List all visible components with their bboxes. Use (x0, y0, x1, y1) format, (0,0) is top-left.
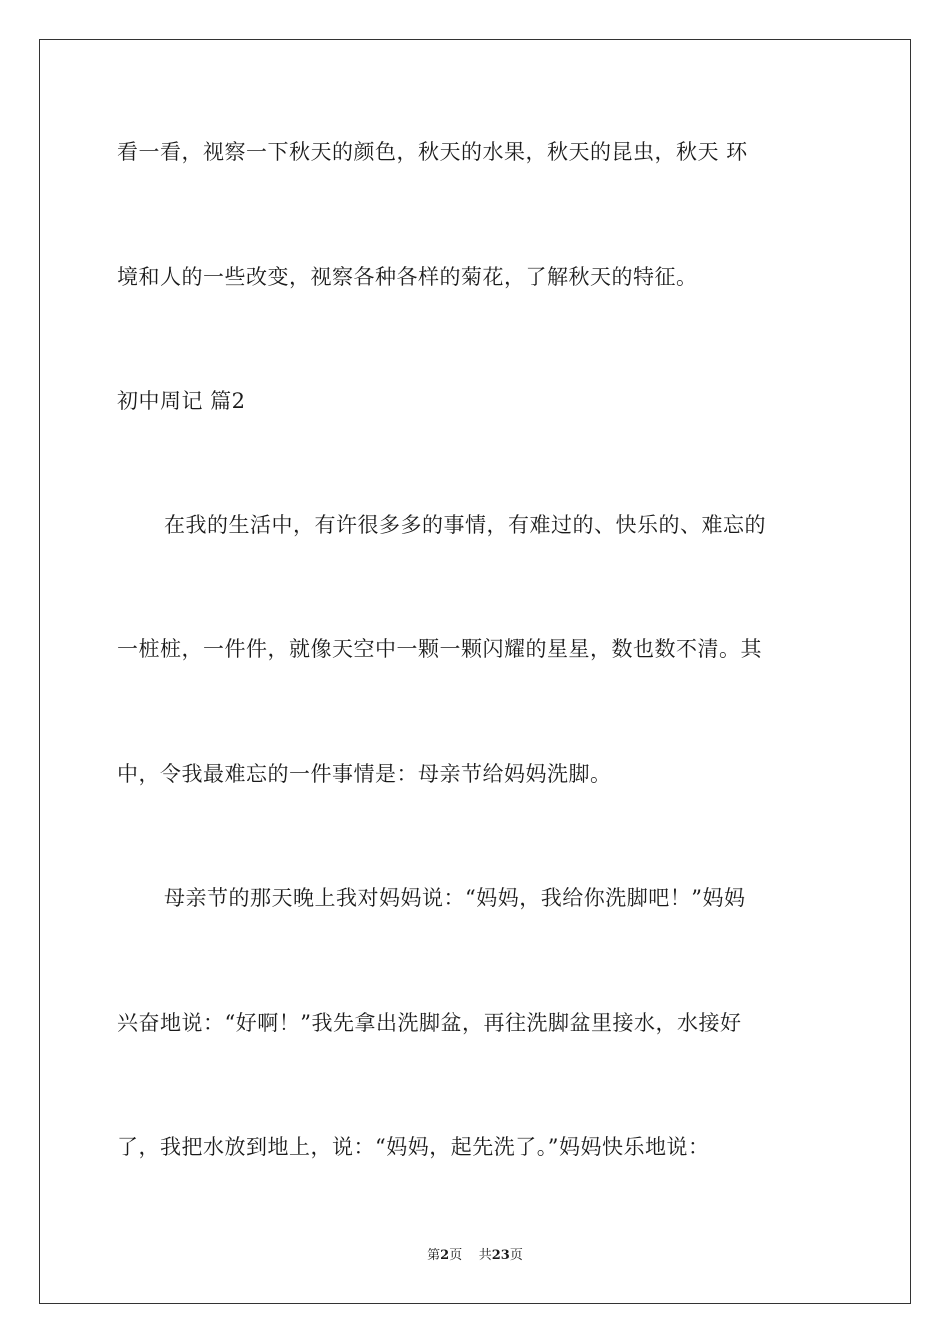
text-line: 一桩桩，一件件，就像天空中一颗一颗闪耀的星星，数也数不清。其 (117, 637, 762, 661)
page-prefix: 第 (427, 1248, 441, 1263)
page-number: 2 (440, 1248, 450, 1263)
text-line: 母亲节的那天晚上我对妈妈说：“妈妈，我给你洗脚吧！”妈妈 (164, 886, 746, 910)
section-heading: 初中周记 篇2 (117, 389, 246, 413)
text-line: 兴奋地说：“好啊！”我先拿出洗脚盆，再往洗脚盆里接水，水接好 (117, 1011, 742, 1035)
total-pages: 23 (491, 1248, 510, 1263)
text-line: 境和人的一些改变，视察各种各样的菊花，了解秋天的特征。 (117, 265, 698, 289)
page-suffix: 页 (449, 1248, 463, 1263)
total-suffix: 页 (509, 1248, 523, 1263)
page-border (39, 39, 911, 1304)
text-line: 中，令我最难忘的一件事情是：母亲节给妈妈洗脚。 (117, 762, 612, 786)
text-line: 了，我把水放到地上，说：“妈妈，起先洗了。”妈妈快乐地说： (117, 1135, 710, 1159)
text-line: 看一看，视察一下秋天的颜色，秋天的水果，秋天的昆虫，秋天 环 (117, 140, 748, 164)
total-prefix: 共 (478, 1248, 492, 1263)
page-footer (0, 1247, 950, 1265)
text-line: 在我的生活中，有许很多多的事情，有难过的、快乐的、难忘的 (164, 513, 766, 537)
